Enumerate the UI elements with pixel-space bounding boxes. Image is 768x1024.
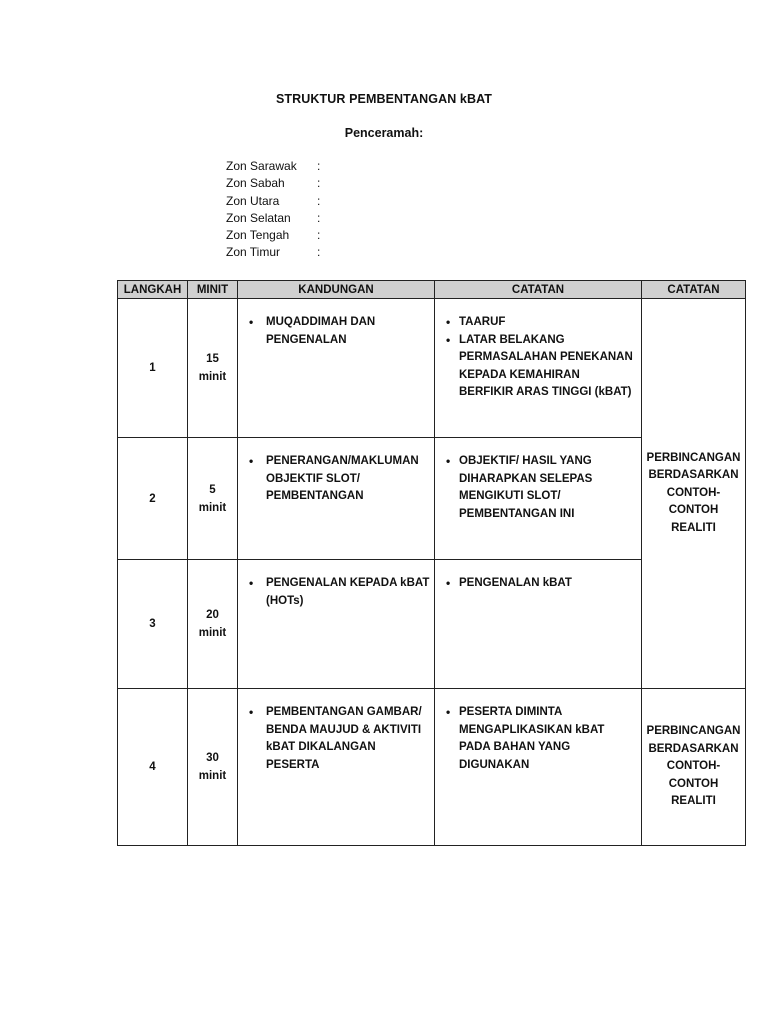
zone-row — [226, 210, 327, 227]
notes-cell — [435, 689, 642, 846]
header-content: KANDUNGAN — [238, 281, 435, 299]
step-number: 2 — [118, 438, 188, 560]
document-title: STRUKTUR PEMBENTANGAN kBAT — [275, 92, 493, 106]
content-item: • PENERANGAN/MAKLUMAN OBJEKTIF SLOT/ PEMBENTANGAN — [266, 453, 430, 506]
minutes-cell — [188, 560, 238, 689]
discussion-cell — [642, 299, 746, 689]
header-minutes: MINIT — [188, 281, 238, 299]
zone-name: Zon Sabah — [226, 176, 285, 191]
discussion-text: PERBINCANGAN BERDASARKAN CONTOH-CONTOH REALITI — [646, 451, 741, 534]
minutes-value: 15 — [206, 353, 219, 365]
note-item: • TAARUF — [459, 314, 637, 332]
table-row — [118, 689, 746, 846]
content-cell — [238, 438, 435, 560]
minutes-cell — [188, 299, 238, 438]
header-notes-2: CATATAN — [642, 281, 746, 299]
header-step: LANGKAH — [118, 281, 188, 299]
notes-cell — [435, 299, 642, 438]
zone-name: Zon Timur — [226, 245, 281, 260]
content-item: • PENGENALAN KEPADA kBAT (HOTs) — [266, 575, 430, 610]
minutes-cell — [188, 689, 238, 846]
zone-row — [226, 244, 327, 261]
minutes-unit: minit — [198, 371, 227, 383]
minutes-cell — [188, 438, 238, 560]
note-item: • PESERTA DIMINTA MENGAPLIKASIKAN kBAT PADA BAHAN YANG DIGUNAKAN — [459, 704, 637, 774]
minutes-unit: minit — [198, 627, 227, 639]
note-item: • PENGENALAN kBAT — [459, 575, 637, 593]
zone-row — [226, 175, 327, 192]
zone-colon: : — [317, 193, 321, 208]
zone-row — [226, 158, 327, 175]
speaker-label: Penceramah: — [344, 126, 424, 140]
table-header-row — [118, 281, 746, 299]
notes-cell — [435, 560, 642, 689]
minutes-value: 5 — [209, 483, 216, 496]
step-number: 3 — [118, 560, 188, 689]
content-item: • MUQADDIMAH DAN PENGENALAN — [266, 314, 430, 349]
discussion-text: PERBINCANGAN BERDASARKAN CONTOH-CONTOH REALITI — [646, 725, 741, 808]
discussion-cell — [642, 689, 746, 846]
zone-name: Zon Tengah — [226, 228, 290, 243]
zone-colon: : — [317, 228, 321, 243]
zone-list — [226, 158, 327, 262]
structure-table — [117, 280, 746, 846]
zone-row — [226, 227, 327, 244]
step-number: 1 — [118, 299, 188, 438]
zone-colon: : — [317, 159, 321, 173]
header-notes: CATATAN — [435, 281, 642, 299]
content-cell — [238, 689, 435, 846]
zone-colon: : — [317, 210, 321, 225]
note-item: • OBJEKTIF/ HASIL YANG DIHARAPKAN SELEPAS MENGIKUTI SLOT/ PEMBENTANGAN INI — [459, 453, 637, 523]
note-item: • LATAR BELAKANG PERMASALAHAN PENEKANAN KEPADA KEMAHIRAN BERFIKIR ARAS TINGGI (kBAT) — [459, 332, 637, 402]
minutes-value: 20 — [206, 609, 219, 621]
step-number: 4 — [118, 689, 188, 846]
content-cell — [238, 299, 435, 438]
minutes-unit: minit — [198, 770, 227, 782]
content-cell — [238, 560, 435, 689]
zone-name: Zon Selatan — [226, 210, 291, 225]
zone-name: Zon Sarawak — [226, 159, 297, 173]
minutes-value: 30 — [206, 752, 219, 764]
zone-row — [226, 193, 327, 210]
zone-colon: : — [317, 245, 321, 260]
minutes-unit: minit — [198, 501, 227, 514]
zone-colon: : — [317, 176, 321, 191]
content-item: • PEMBENTANGAN GAMBAR/ BENDA MAUJUD & AKTIVITI kBAT DIKALANGAN PESERTA — [266, 704, 430, 774]
notes-cell — [435, 438, 642, 560]
table-row — [118, 299, 746, 438]
zone-name: Zon Utara — [226, 193, 280, 208]
